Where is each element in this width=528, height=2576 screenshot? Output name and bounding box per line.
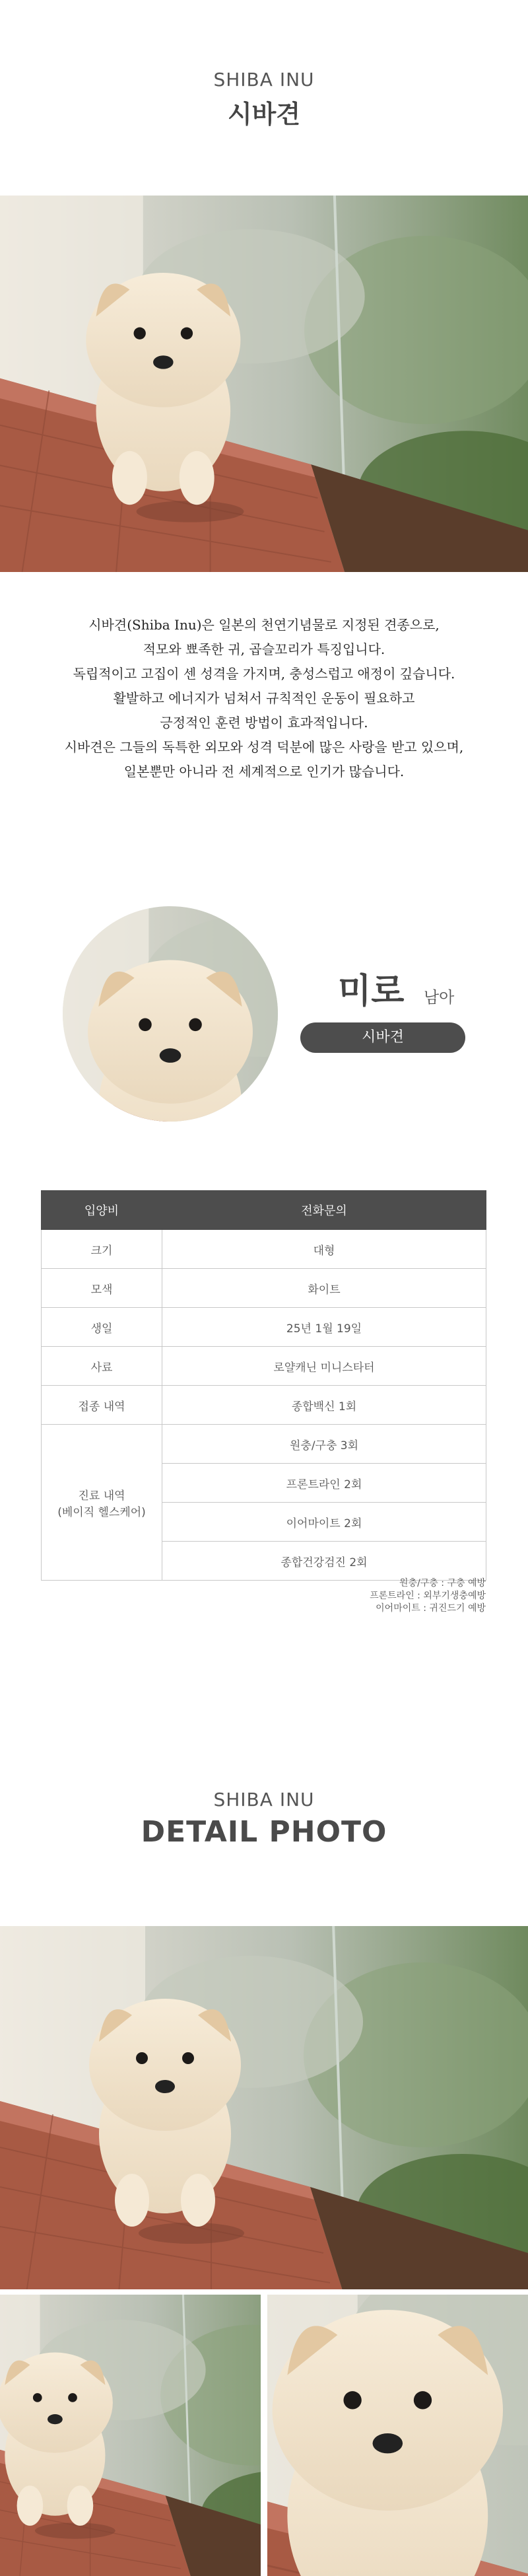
header-eyebrow: SHIBA INU <box>213 69 315 90</box>
detail-title: DETAIL PHOTO <box>141 1815 387 1849</box>
row-value: 로얄캐닌 미니스타터 <box>162 1347 486 1386</box>
description-line: 적모와 뾰족한 귀, 곱슬꼬리가 특징입니다. <box>143 641 385 657</box>
table-row <box>42 1386 486 1425</box>
table-row <box>42 1425 486 1464</box>
treatment-item: 프론트라인 2회 <box>162 1464 486 1503</box>
table-row <box>42 1308 486 1347</box>
table-row <box>42 1269 486 1308</box>
description-line: 긍정적인 훈련 방법이 효과적입니다. <box>160 715 368 731</box>
page-title: 시바견 <box>227 100 301 129</box>
puppy-closeup-image <box>267 2295 528 2576</box>
description-line: 시바견은 그들의 독특한 외모와 성격 덕분에 많은 사랑을 받고 있으며, <box>64 739 464 755</box>
treatment-item: 종합건강검진 2회 <box>162 1542 486 1581</box>
hero-photo <box>0 196 528 572</box>
puppy-face-image <box>63 906 278 1122</box>
puppy-image <box>0 1926 528 2289</box>
row-label: 크기 <box>42 1230 162 1269</box>
detail-photo-main <box>0 1926 528 2289</box>
row-label: 모색 <box>42 1269 162 1308</box>
footnotes <box>370 1577 486 1615</box>
description-line: 시바견(Shiba Inu)은 일본의 천연기념물로 지정된 견종으로, <box>88 617 440 633</box>
footnote: 프론트라인 : 외부기생충예방 <box>370 1591 486 1601</box>
adoption-info-table <box>41 1190 486 1581</box>
breed-badge: 시바견 <box>300 1022 465 1053</box>
row-label: 접종 내역 <box>42 1386 162 1425</box>
puppy-image <box>0 2295 261 2576</box>
row-value: 대형 <box>162 1230 486 1269</box>
footnote: 원충/구충 : 구충 예방 <box>399 1578 486 1589</box>
table-header-row <box>42 1191 486 1230</box>
table-row <box>42 1347 486 1386</box>
detail-eyebrow: SHIBA INU <box>213 1789 315 1810</box>
row-label: 사료 <box>42 1347 162 1386</box>
treatment-item: 원충/구충 3회 <box>162 1425 486 1464</box>
treatment-label-title: 진료 내역 <box>78 1489 125 1503</box>
header-cell-contact: 전화문의 <box>162 1191 486 1230</box>
puppy-avatar <box>63 906 278 1122</box>
row-value: 화이트 <box>162 1269 486 1308</box>
breed-description <box>0 613 528 784</box>
row-value: 종합백신 1회 <box>162 1386 486 1425</box>
puppy-image <box>0 196 528 572</box>
treatment-item: 이어마이트 2회 <box>162 1503 486 1542</box>
pet-name: 미로 <box>338 972 405 1011</box>
row-value: 25년 1월 19일 <box>162 1308 486 1347</box>
description-line: 일본뿐만 아니라 전 세계적으로 인기가 많습니다. <box>123 764 405 779</box>
detail-photo-left <box>0 2295 261 2576</box>
treatment-label-sub: (베이직 헬스케어) <box>57 1505 146 1519</box>
description-line: 활발하고 에너지가 넘쳐서 규칙적인 운동이 필요하고 <box>113 690 415 706</box>
treatment-label <box>42 1425 162 1581</box>
detail-photo-right <box>267 2295 528 2576</box>
table-row <box>42 1230 486 1269</box>
row-label: 생일 <box>42 1308 162 1347</box>
footnote: 이어마이트 : 귀진드기 예방 <box>376 1603 486 1614</box>
header-cell-fee: 입양비 <box>42 1191 162 1230</box>
pet-sex: 남아 <box>424 988 455 1007</box>
description-line: 독립적이고 고집이 센 성격을 가지며, 충성스럽고 애정이 깊습니다. <box>73 666 455 682</box>
